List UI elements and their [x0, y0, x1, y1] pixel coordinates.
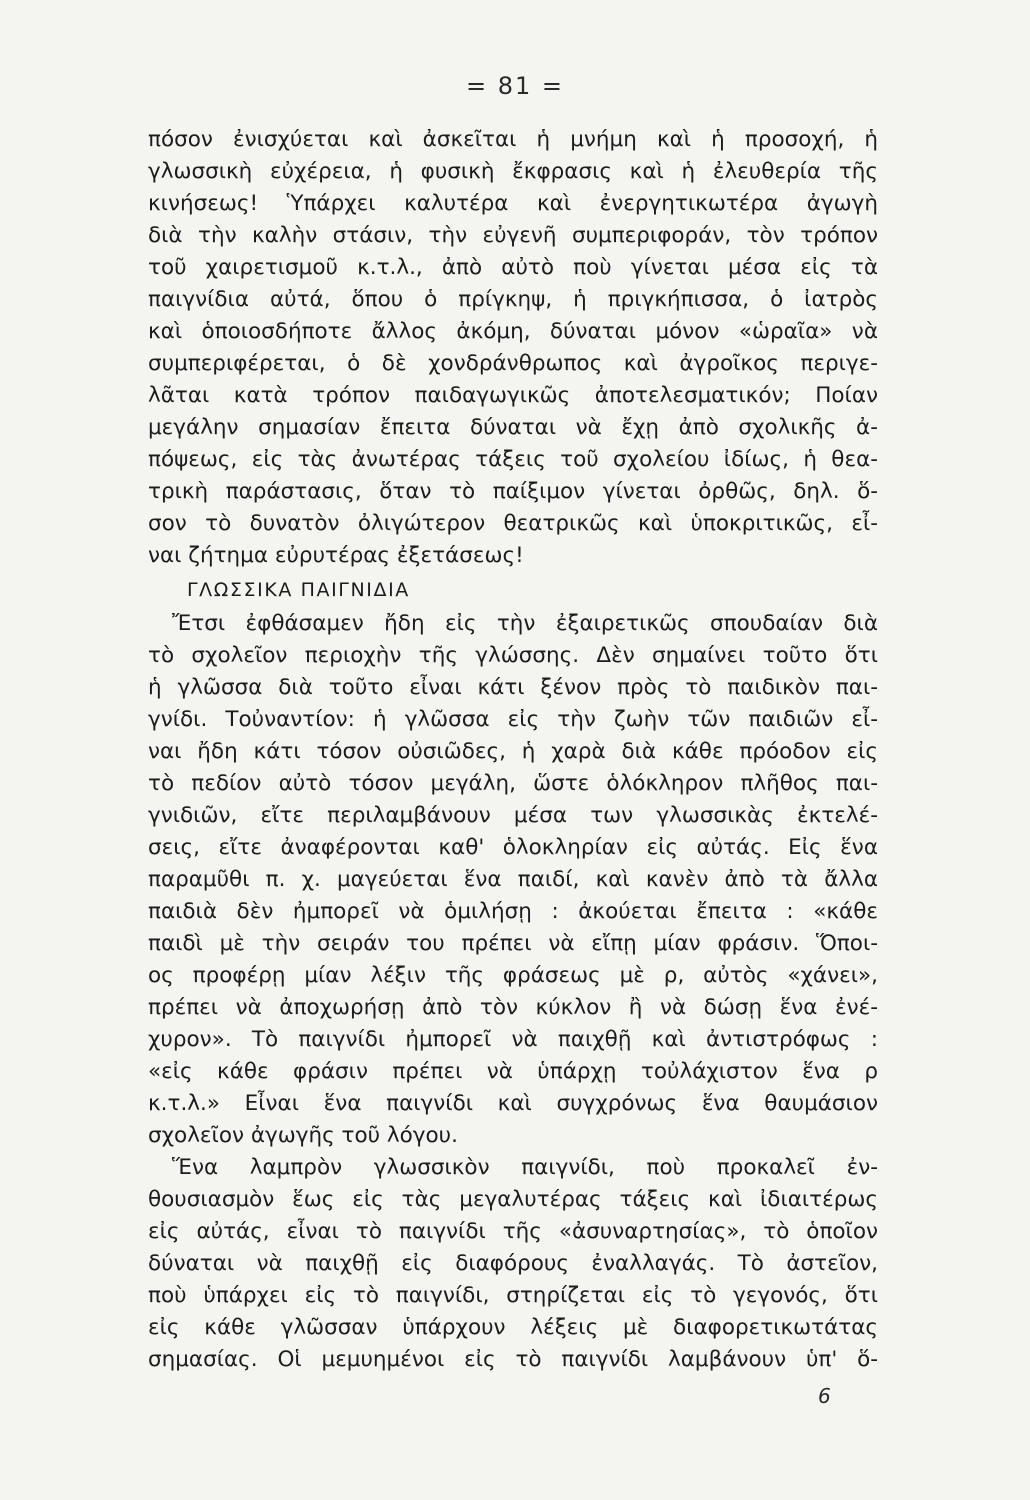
text-line: ος προφέρῃ μίαν λέξιν τῆς φράσεως μὲ ρ, αὐτὸς «χάνει»,: [148, 963, 878, 988]
paragraph-3: [148, 1152, 878, 1376]
text-line: εἰς αὐτάς, εἶναι τὸ παιγνίδι τῆς «ἀσυναρτησίας», τὸ ὁποῖον: [148, 1219, 878, 1244]
text-line: τὸ σχολεῖον περιοχὴν τῆς γλώσσης. Δὲν σημαίνει τοῦτο ὅτι: [148, 643, 878, 668]
text-line: πρέπει νὰ ἀποχωρήσῃ ἀπὸ τὸν κύκλον ἢ νὰ δώσῃ ἕνα ἐνέ-: [148, 995, 878, 1020]
text-line: χυρον». Τὸ παιγνίδι ἠμπορεῖ νὰ παιχθῇ καὶ ἀντιστρόφως :: [148, 1027, 878, 1052]
paragraph-2: [148, 608, 878, 1152]
text-line: παιγνίδια αὐτά, ὅπου ὁ πρίγκηψ, ἡ πριγκήπισσα, ὁ ἰατρὸς: [148, 287, 878, 312]
text-line: σημασίας. Οἱ μεμυημένοι εἰς τὸ παιγνίδι λαμβάνουν ὑπ' ὅ-: [148, 1347, 878, 1372]
text-line: κινήσεως! Ὑπάρχει καλυτέρα καὶ ἐνεργητικωτέρα ἀγωγὴ: [148, 191, 878, 216]
text-line: τρικὴ παράστασις, ὅταν τὸ παίξιμον γίνεται ὀρθῶς, δηλ. ὅ-: [148, 479, 878, 504]
text-line: «εἰς κάθε φράσιν πρέπει νὰ ὑπάρχῃ τοὐλάχιστον ἕνα ρ: [148, 1059, 878, 1084]
text-line: καὶ ὁποιοσδήποτε ἄλλος ἀκόμη, δύναται μόνον «ὡραῖα» νὰ: [148, 319, 878, 344]
text-line: ἡ γλῶσσα διὰ τοῦτο εἶναι κάτι ξένον πρὸς τὸ παιδικὸν παι-: [148, 675, 878, 700]
text-line: παιδὶ μὲ τὴν σειράν του πρέπει νὰ εἴπῃ μίαν φράσιν. Ὅποι-: [148, 931, 878, 956]
text-line: λᾶται κατὰ τρόπον παιδαγωγικῶς ἀποτελεσματικόν; Ποίαν: [148, 383, 878, 408]
text-line: τὸ πεδίον αὐτὸ τόσον μεγάλη, ὥστε ὁλόκληρον πλῆθος παι-: [148, 771, 878, 796]
text-line: πόσον ἐνισχύεται καὶ ἀσκεῖται ἡ μνήμη καὶ ἡ προσοχή, ἡ: [148, 127, 878, 152]
signature-mark: 6: [818, 1384, 831, 1408]
text-line: σχολεῖον ἀγωγῆς τοῦ λόγου.: [148, 1123, 458, 1148]
text-line: ναι ἤδη κάτι τόσον οὐσιῶδες, ἡ χαρὰ διὰ κάθε πρόοδον εἰς: [148, 739, 878, 764]
page-number: = 81 =: [465, 72, 564, 100]
text-line: συμπεριφέρεται, ὁ δὲ χονδράνθρωπος καὶ ἀγροῖκος περιγε-: [148, 351, 878, 376]
text-line: πόψεως, εἰς τὰς ἀνωτέρας τάξεις τοῦ σχολείου ἰδίως, ἡ θεα-: [148, 447, 878, 472]
text-line: ποὺ ὑπάρχει εἰς τὸ παιγνίδι, στηρίζεται εἰς τὸ γεγονός, ὅτι: [148, 1283, 878, 1308]
text-line: κ.τ.λ.» Εἶναι ἕνα παιγνίδι καὶ συγχρόνως ἕνα θαυμάσιον: [148, 1091, 878, 1116]
paragraph-1: [148, 124, 878, 572]
text-line: γνιδιῶν, εἴτε περιλαμβάνουν μέσα των γλωσσικὰς ἐκτελέ-: [148, 803, 878, 828]
text-line: σον τὸ δυνατὸν ὀλιγώτερον θεατρικῶς καὶ ὑποκριτικῶς, εἶ-: [148, 511, 878, 536]
text-line: εἰς κάθε γλῶσσαν ὑπάρχουν λέξεις μὲ διαφορετικωτάτας: [148, 1315, 878, 1340]
text-line: θουσιασμὸν ἕως εἰς τὰς μεγαλυτέρας τάξεις καὶ ἰδιαιτέρως: [148, 1187, 878, 1212]
text-line: γνίδι. Τοὐναντίον: ἡ γλῶσσα εἰς τὴν ζωὴν τῶν παιδιῶν εἶ-: [148, 707, 878, 732]
text-line: διὰ τὴν καλὴν στάσιν, τὴν εὐγενῆ συμπεριφοράν, τὸν τρόπον: [148, 223, 878, 248]
text-line: παραμῦθι π. χ. μαγεύεται ἕνα παιδί, καὶ κανὲν ἀπὸ τὰ ἄλλα: [148, 867, 878, 892]
text-line: δύναται νὰ παιχθῇ εἰς διαφόρους ἐναλλαγάς. Τὸ ἀστεῖον,: [148, 1251, 878, 1276]
text-line: σεις, εἴτε ἀναφέρονται καθ' ὁλοκληρίαν εἰς αὐτάς. Εἰς ἕνα: [148, 835, 878, 860]
text-line: ναι ζήτημα εὐρυτέρας ἐξετάσεως!: [148, 543, 524, 568]
text-line: μεγάλην σημασίαν ἔπειτα δύναται νὰ ἔχῃ ἀπὸ σχολικῆς ἀ-: [148, 415, 878, 440]
text-line: παιδιὰ δὲν ἠμπορεῖ νὰ ὁμιλήσῃ : ἀκούεται ἔπειτα : «κάθε: [148, 899, 878, 924]
text-line: τοῦ χαιρετισμοῦ κ.τ.λ., ἀπὸ αὐτὸ ποὺ γίνεται μέσα εἰς τὰ: [148, 255, 878, 280]
text-line: Ἕνα λαμπρὸν γλωσσικὸν παιγνίδι, ποὺ προκαλεῖ ἐν-: [172, 1155, 878, 1180]
text-line: γλωσσικὴ εὐχέρεια, ἡ φυσικὴ ἔκφρασις καὶ ἡ ἐλευθερία τῆς: [148, 159, 878, 184]
text-line: Ἔτσι ἐφθάσαμεν ἤδη εἰς τὴν ἐξαιρετικῶς σπουδαίαν διὰ: [172, 611, 878, 636]
section-heading: ΓΛΩΣΣΙΚΑ ΠΑΙΓΝΙΔΙΑ: [187, 579, 410, 601]
